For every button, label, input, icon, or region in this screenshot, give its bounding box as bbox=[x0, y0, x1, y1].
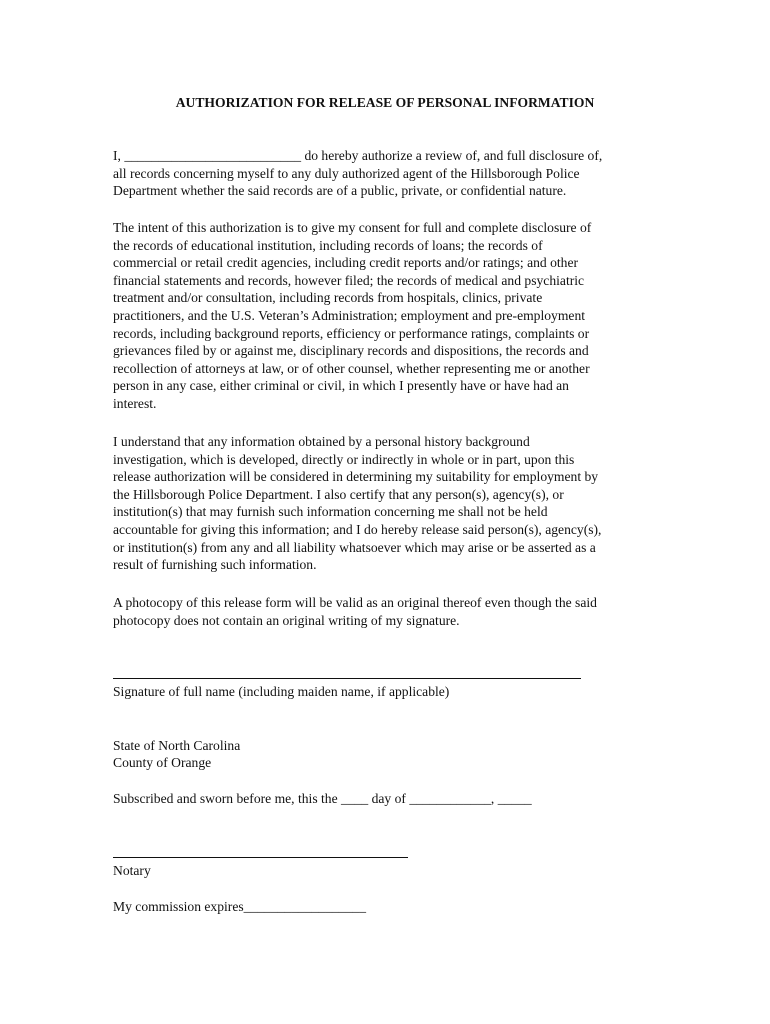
text-line: grievances filed by or against me, disciplinary records and dispositions, the records and bbox=[113, 343, 589, 359]
text-line: or institution(s) from any and all liability whatsoever which may arise or be asserted as a bbox=[113, 539, 596, 555]
text-line: I, __________________________ do hereby authorize a review of, and full disclosure of, bbox=[113, 148, 603, 163]
text-line: interest. bbox=[113, 395, 157, 411]
text-line: treatment and/or consultation, including records from hospitals, clinics, private bbox=[113, 290, 543, 306]
text-line: the Hillsborough Police Department. I also certify that any person(s), agency(s), or bbox=[113, 486, 564, 502]
authorization-paragraph bbox=[113, 147, 673, 200]
text-line: accountable for giving this information; and I do hereby release said person(s), agency(s), bbox=[113, 521, 602, 537]
text-line: I understand that any information obtained by a personal history background bbox=[113, 434, 530, 449]
document-title: AUTHORIZATION FOR RELEASE OF PERSONAL INFORMATION bbox=[175, 95, 595, 110]
text-line: The intent of this authorization is to give my consent for full and complete disclosure of bbox=[113, 220, 592, 235]
text-line: commercial or retail credit agencies, including credit reports and/or ratings; and other bbox=[113, 255, 579, 271]
text-line: photocopy does not contain an original writing of my signature. bbox=[113, 612, 460, 628]
signature-line bbox=[113, 678, 581, 679]
notary-signature-line bbox=[113, 857, 408, 858]
signature-label: Signature of full name (including maiden name, if applicable) bbox=[113, 684, 450, 699]
county-label: County of Orange bbox=[113, 755, 212, 770]
text-line: person in any case, either criminal or civil, in which I presently have or have had an bbox=[113, 378, 569, 394]
text-line: records, including background reports, efficiency or performance ratings, complaints or bbox=[113, 325, 590, 341]
notary-label: Notary bbox=[113, 863, 151, 878]
state-label: State of North Carolina bbox=[113, 738, 241, 753]
text-line: result of furnishing such information. bbox=[113, 557, 317, 573]
text-line: Department whether the said records are of a public, private, or confidential nature. bbox=[113, 183, 567, 199]
intent-paragraph bbox=[113, 219, 673, 413]
text-line: investigation, which is developed, directly or indirectly in whole or in part, upon this bbox=[113, 451, 575, 467]
text-line: institution(s) that may furnish such information concerning me shall not be held bbox=[113, 504, 548, 520]
text-line: the records of educational institution, including records of loans; the records of bbox=[113, 237, 543, 253]
text-line: all records concerning myself to any duly authorized agent of the Hillsborough Police bbox=[113, 165, 580, 181]
understanding-paragraph bbox=[113, 433, 673, 574]
sworn-statement: Subscribed and sworn before me, this the ____ day of ____________, _____ bbox=[113, 791, 532, 806]
text-line: release authorization will be considered in determining my suitability for employment by bbox=[113, 469, 599, 485]
text-line: practitioners, and the U.S. Veteran’s Administration; employment and pre-employment bbox=[113, 307, 586, 323]
text-line: financial statements and records, however filed; the records of medical and psychiatric bbox=[113, 272, 585, 288]
text-line: A photocopy of this release form will be valid as an original thereof even though the said bbox=[113, 595, 597, 610]
commission-expires-label: My commission expires__________________ bbox=[113, 899, 366, 914]
text-line: recollection of attorneys at law, or of other counsel, whether representing me or another bbox=[113, 360, 590, 376]
photocopy-paragraph bbox=[113, 594, 673, 629]
